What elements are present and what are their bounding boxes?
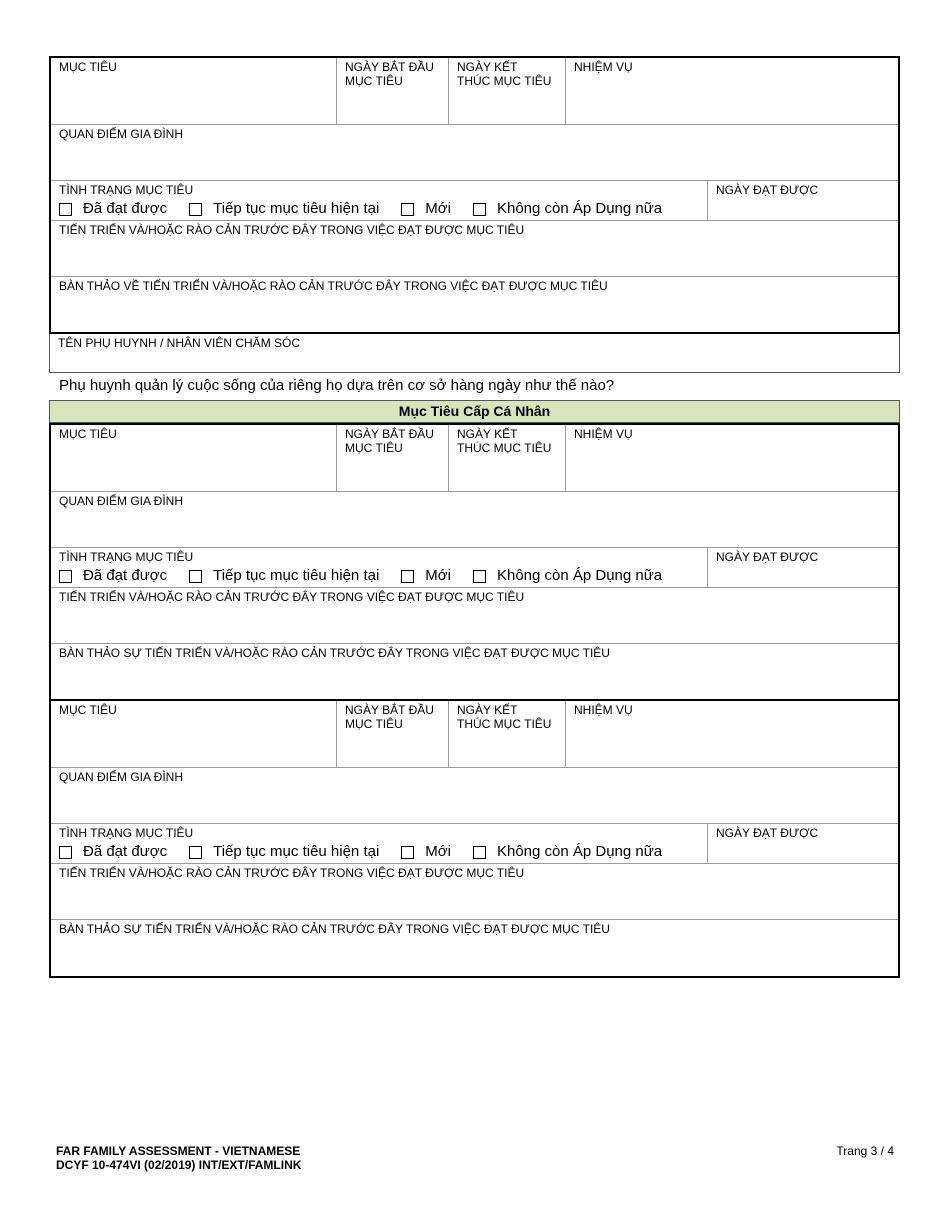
footer-form-number: DCYF 10-474VI (02/2019) INT/EXT/FAMLINK xyxy=(56,1158,302,1172)
status-option-label: Tiếp tục mục tiêu hiện tại xyxy=(213,567,380,584)
tasks-field[interactable] xyxy=(566,425,898,491)
goal-label: MỤC TIÊU xyxy=(59,427,117,441)
goal-status-row xyxy=(51,548,898,588)
checkbox[interactable] xyxy=(59,203,72,216)
status-option-label: Không còn Áp Dụng nữa xyxy=(496,843,663,860)
progress-field[interactable] xyxy=(51,221,898,277)
status-option-achieved[interactable] xyxy=(59,567,167,585)
discussion-label: BÀN THẢO SỰ TIẾN TRIỂN VÀ/HOẶC RÀO CẢN TRƯỚC ĐÂY TRONG VIỆC ĐẠT ĐƯỢC MỤC TIÊU xyxy=(59,646,610,660)
page-number: Trang 3 / 4 xyxy=(836,1144,894,1158)
checkbox[interactable] xyxy=(401,570,414,583)
start-date-label-2: MỤC TIÊU xyxy=(345,74,403,88)
discussion-field[interactable] xyxy=(51,644,898,700)
date-achieved-field[interactable] xyxy=(708,548,898,587)
status-option-label: Không còn Áp Dụng nữa xyxy=(496,200,663,217)
date-achieved-label: NGÀY ĐẠT ĐƯỢC xyxy=(716,826,819,840)
status-options xyxy=(59,567,699,585)
goal-label: MỤC TIÊU xyxy=(59,60,117,74)
status-option-not-applicable[interactable] xyxy=(473,843,662,861)
status-option-achieved[interactable] xyxy=(59,200,167,218)
tasks-label: NHIỆM VỤ xyxy=(574,427,633,441)
start-date-label-2: MỤC TIÊU xyxy=(345,441,403,455)
goal-field[interactable] xyxy=(51,425,337,491)
checkbox[interactable] xyxy=(189,846,202,859)
family-view-label: QUAN ĐIỂM GIA ĐÌNH xyxy=(59,494,184,508)
goal-header-row xyxy=(51,58,898,125)
goal-status-row xyxy=(51,181,898,221)
goal-status-field xyxy=(51,181,708,220)
tasks-label: NHIỆM VỤ xyxy=(574,703,633,717)
family-view-label: QUAN ĐIỂM GIA ĐÌNH xyxy=(59,127,184,141)
discussion-field[interactable] xyxy=(51,277,898,333)
goal-field[interactable] xyxy=(51,701,337,767)
start-date-label-2: MỤC TIÊU xyxy=(345,717,403,731)
goal-block-3 xyxy=(49,699,900,978)
goal-field[interactable] xyxy=(51,58,337,124)
start-date-label: NGÀY BẮT ĐẦU xyxy=(345,60,434,74)
progress-label: TIẾN TRIỂN VÀ/HOẶC RÀO CẢN TRƯỚC ĐÂY TRONG VIỆC ĐẠT ĐƯỢC MỤC TIÊU xyxy=(59,866,525,880)
status-option-label: Đã đạt được xyxy=(83,200,168,217)
status-option-new[interactable] xyxy=(401,200,451,218)
family-view-field[interactable] xyxy=(51,492,898,548)
checkbox[interactable] xyxy=(473,570,486,583)
status-option-continue[interactable] xyxy=(189,200,379,218)
checkbox[interactable] xyxy=(59,846,72,859)
start-date-label: NGÀY BẮT ĐẦU xyxy=(345,427,434,441)
start-date-field[interactable] xyxy=(337,425,449,491)
start-date-label: NGÀY BẮT ĐẦU xyxy=(345,703,434,717)
status-option-label: Đã đạt được xyxy=(83,567,168,584)
checkbox[interactable] xyxy=(401,846,414,859)
status-option-label: Mới xyxy=(425,843,451,860)
section-question: Phụ huynh quản lý cuộc sống của riêng họ dựa trên cơ sở hàng ngày như thế nào? xyxy=(59,377,615,394)
status-option-new[interactable] xyxy=(401,843,451,861)
end-date-label-2: THÚC MỤC TIÊU xyxy=(457,441,552,455)
status-options xyxy=(59,200,699,218)
status-option-label: Mới xyxy=(425,200,451,217)
status-option-continue[interactable] xyxy=(189,567,379,585)
checkbox[interactable] xyxy=(473,203,486,216)
date-achieved-label: NGÀY ĐẠT ĐƯỢC xyxy=(716,183,819,197)
date-achieved-label: NGÀY ĐẠT ĐƯỢC xyxy=(716,550,819,564)
section-header: Mục Tiêu Cấp Cá Nhân xyxy=(49,400,900,423)
family-view-field[interactable] xyxy=(51,125,898,181)
checkbox[interactable] xyxy=(59,570,72,583)
discussion-field[interactable] xyxy=(51,920,898,976)
checkbox[interactable] xyxy=(401,203,414,216)
discussion-label: BÀN THẢO VỀ TIẾN TRIỂN VÀ/HOẶC RÀO CẢN TRƯỚC ĐÂY TRONG VIỆC ĐẠT ĐƯỢC MỤC TIÊU xyxy=(59,279,608,293)
status-options xyxy=(59,843,699,861)
goal-status-field xyxy=(51,548,708,587)
goal-label: MỤC TIÊU xyxy=(59,703,117,717)
tasks-field[interactable] xyxy=(566,58,898,124)
end-date-label: NGÀY KẾT xyxy=(457,703,518,717)
checkbox[interactable] xyxy=(473,846,486,859)
footer-form-info xyxy=(56,1144,301,1172)
goal-status-row xyxy=(51,824,898,864)
goal-status-label: TÌNH TRẠNG MỤC TIÊU xyxy=(59,183,194,197)
footer-form-title: FAR FAMILY ASSESSMENT - VIETNAMESE xyxy=(56,1144,301,1158)
status-option-not-applicable[interactable] xyxy=(473,567,662,585)
status-option-achieved[interactable] xyxy=(59,843,167,861)
progress-label: TIẾN TRIỂN VÀ/HOẶC RÀO CẢN TRƯỚC ĐÂY TRONG VIỆC ĐẠT ĐƯỢC MỤC TIÊU xyxy=(59,223,525,237)
goal-status-label: TÌNH TRẠNG MỤC TIÊU xyxy=(59,826,194,840)
parent-name-field[interactable] xyxy=(49,334,900,373)
checkbox[interactable] xyxy=(189,570,202,583)
goal-block-2 xyxy=(49,423,900,701)
start-date-field[interactable] xyxy=(337,58,449,124)
tasks-label: NHIỆM VỤ xyxy=(574,60,633,74)
end-date-field[interactable] xyxy=(449,701,566,767)
goal-header-row xyxy=(51,701,898,768)
progress-field[interactable] xyxy=(51,864,898,920)
family-view-label: QUAN ĐIỂM GIA ĐÌNH xyxy=(59,770,184,784)
family-view-field[interactable] xyxy=(51,768,898,824)
end-date-label: NGÀY KẾT xyxy=(457,427,518,441)
status-option-continue[interactable] xyxy=(189,843,379,861)
progress-field[interactable] xyxy=(51,588,898,644)
status-option-new[interactable] xyxy=(401,567,451,585)
tasks-field[interactable] xyxy=(566,701,898,767)
end-date-label-2: THÚC MỤC TIÊU xyxy=(457,717,552,731)
status-option-label: Mới xyxy=(425,567,451,584)
checkbox[interactable] xyxy=(189,203,202,216)
end-date-field[interactable] xyxy=(449,425,566,491)
parent-name-label: TÊN PHỤ HUYNH / NHÂN VIÊN CHĂM SÓC xyxy=(58,336,301,350)
end-date-label-2: THÚC MỤC TIÊU xyxy=(457,74,552,88)
start-date-field[interactable] xyxy=(337,701,449,767)
status-option-label: Đã đạt được xyxy=(83,843,168,860)
goal-block-1 xyxy=(49,56,900,334)
goal-status-field xyxy=(51,824,708,863)
date-achieved-field[interactable] xyxy=(708,824,898,863)
status-option-not-applicable[interactable] xyxy=(473,200,662,218)
discussion-label: BÀN THẢO SỰ TIẾN TRIỂN VÀ/HOẶC RÀO CẢN TRƯỚC ĐÂY TRONG VIỆC ĐẠT ĐƯỢC MỤC TIÊU xyxy=(59,922,610,936)
status-option-label: Không còn Áp Dụng nữa xyxy=(496,567,663,584)
progress-label: TIẾN TRIỂN VÀ/HOẶC RÀO CẢN TRƯỚC ĐÂY TRONG VIỆC ĐẠT ĐƯỢC MỤC TIÊU xyxy=(59,590,525,604)
end-date-label: NGÀY KẾT xyxy=(457,60,518,74)
date-achieved-field[interactable] xyxy=(708,181,898,220)
end-date-field[interactable] xyxy=(449,58,566,124)
goal-status-label: TÌNH TRẠNG MỤC TIÊU xyxy=(59,550,194,564)
status-option-label: Tiếp tục mục tiêu hiện tại xyxy=(213,843,380,860)
goal-header-row xyxy=(51,425,898,492)
status-option-label: Tiếp tục mục tiêu hiện tại xyxy=(213,200,380,217)
